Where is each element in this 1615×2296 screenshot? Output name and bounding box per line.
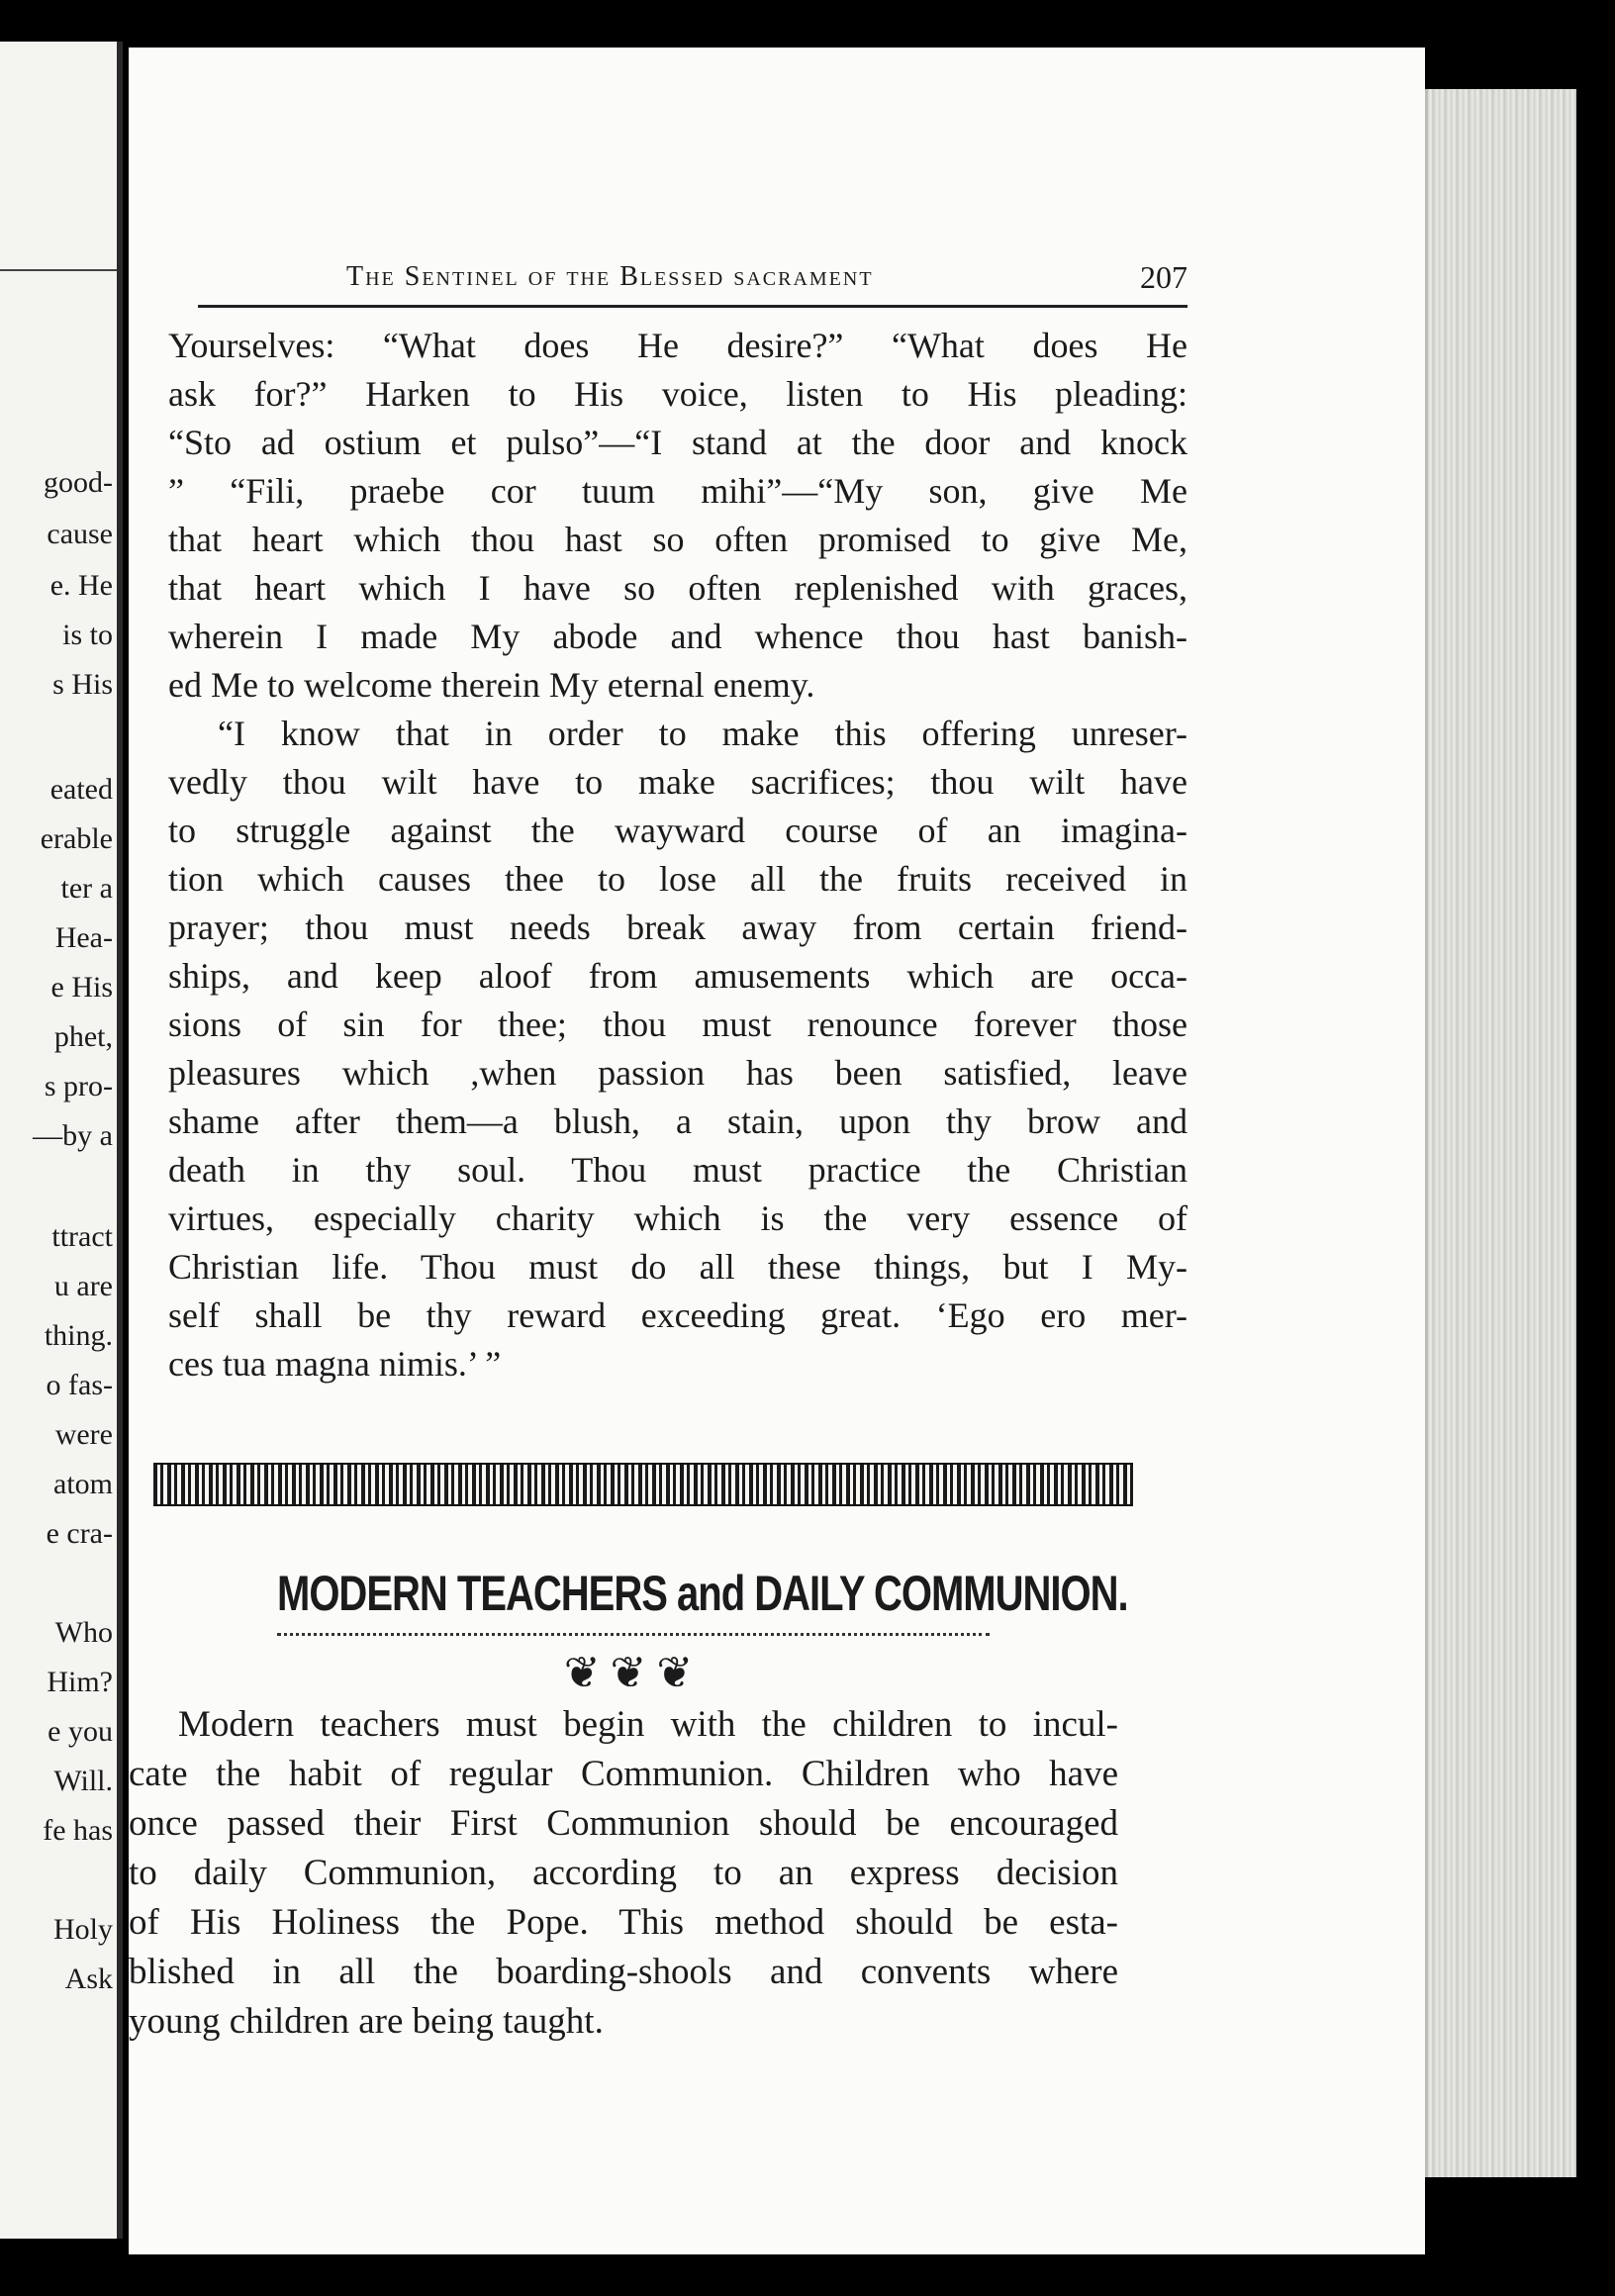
facing-page-line: ttract xyxy=(51,1220,113,1253)
facing-page-line: u are xyxy=(53,1270,113,1302)
fleuron-ornament: ❦❦❦ xyxy=(563,1649,704,1697)
text-line: of His Holiness the Pope. This method should be esta- xyxy=(129,1902,1118,1943)
facing-page-line: Will. xyxy=(53,1765,113,1797)
paragraph-1 xyxy=(168,322,1188,710)
text-line: ask for?” Harken to His voice, listen to His pleading: xyxy=(168,374,1188,414)
text-line: prayer; thou must needs break away from certain friend- xyxy=(168,908,1188,947)
facing-page-line: fe has xyxy=(43,1814,113,1847)
facing-page-line: thing. xyxy=(44,1319,113,1352)
text-line: that heart which thou hast so often promised to give Me, xyxy=(168,520,1188,559)
facing-page-line: good- xyxy=(44,466,113,499)
text-line: Christian life. Thou must do all these things, but I My- xyxy=(168,1247,1188,1287)
running-title: The Sentinel of the Blessed sacrament xyxy=(346,261,874,292)
facing-page-line: s His xyxy=(52,668,113,701)
facing-page-line: cause xyxy=(47,518,113,550)
section-heading: MODERN TEACHERS and DAILY COMMUNION. xyxy=(277,1567,1128,1621)
ornamental-divider xyxy=(153,1463,1133,1506)
facing-page-line: ter a xyxy=(60,872,113,905)
page-stack-edges xyxy=(1425,89,1576,2177)
facing-page-edge xyxy=(0,42,123,2239)
text-line: that heart which I have so often replenished with graces, xyxy=(168,568,1188,608)
text-line: sions of sin for thee; thou must renounce forever those xyxy=(168,1004,1188,1044)
facing-page-line: Holy xyxy=(53,1913,113,1946)
text-line: cate the habit of regular Communion. Children who have xyxy=(129,1754,1118,1794)
text-line: “I know that in order to make this offering unreser- xyxy=(218,714,1188,753)
facing-page-line: e you xyxy=(48,1715,113,1748)
text-line: to daily Communion, according to an express decision xyxy=(129,1853,1118,1893)
facing-page-line: e cra- xyxy=(46,1517,113,1550)
facing-page-line: s pro- xyxy=(44,1070,113,1102)
facing-page-line: atom xyxy=(53,1468,113,1500)
facing-page-line: is to xyxy=(62,619,113,651)
facing-page-line: phet, xyxy=(53,1020,113,1053)
paragraph-3 xyxy=(129,1700,1118,2047)
section-body xyxy=(129,1700,1118,2047)
page-number: 207 xyxy=(1140,259,1188,295)
facing-page-line: Hea- xyxy=(54,921,113,954)
text-line: once passed their First Communion should be encouraged xyxy=(129,1803,1118,1844)
text-line: ces tua magna nimis.’ ” xyxy=(168,1344,502,1384)
facing-page-line: were xyxy=(54,1418,113,1451)
facing-page-line: eated xyxy=(49,773,113,806)
facing-page-line: o fas- xyxy=(46,1369,113,1401)
text-line: Yourselves: “What does He desire?” “What does He xyxy=(168,326,1188,365)
text-line: shame after them—a blush, a stain, upon thy brow and xyxy=(168,1101,1188,1141)
text-line: ed Me to welcome therein My eternal enemy. xyxy=(168,665,815,705)
facing-page-rule xyxy=(0,269,117,271)
text-line: death in thy soul. Thou must practice the Christian xyxy=(168,1150,1188,1190)
text-line: young children are being taught. xyxy=(129,2001,604,2042)
text-line: “Sto ad ostium et pulso”—“I stand at the door and knock xyxy=(168,423,1188,462)
paragraph-2 xyxy=(168,710,1188,1388)
heading-underline xyxy=(277,1633,990,1636)
text-line: blished in all the boarding-shools and convents where xyxy=(129,1952,1118,1992)
text-line: self shall be thy reward exceeding great. ‘Ego ero mer- xyxy=(168,1295,1188,1335)
facing-page-line: erable xyxy=(40,822,113,855)
text-line: ships, and keep aloof from amusements which are occa- xyxy=(168,956,1188,996)
text-line: pleasures which ,when passion has been satisfied, leave xyxy=(168,1053,1188,1093)
text-line: to struggle against the wayward course of an imagina- xyxy=(168,811,1188,850)
facing-page-line: e His xyxy=(50,971,113,1004)
text-line: vedly thou wilt have to make sacrifices; thou wilt have xyxy=(168,762,1188,802)
facing-page-line: Who xyxy=(54,1616,113,1649)
facing-page-line: —by a xyxy=(33,1119,113,1152)
text-line: wherein I made My abode and whence thou hast banish- xyxy=(168,617,1188,656)
text-line: ” “Fili, praebe cor tuum mihi”—“My son, give Me xyxy=(168,471,1188,511)
text-line: virtues, especially charity which is the very essence of xyxy=(168,1198,1188,1238)
running-header xyxy=(198,255,1188,308)
text-line: Modern teachers must begin with the children to incul- xyxy=(178,1704,1118,1745)
facing-page-line: Ask xyxy=(64,1962,113,1995)
body-text xyxy=(168,322,1188,1388)
facing-page-line: e. He xyxy=(49,569,113,602)
facing-page-line: Him? xyxy=(47,1666,113,1698)
text-line: tion which causes thee to lose all the fruits received in xyxy=(168,859,1188,899)
